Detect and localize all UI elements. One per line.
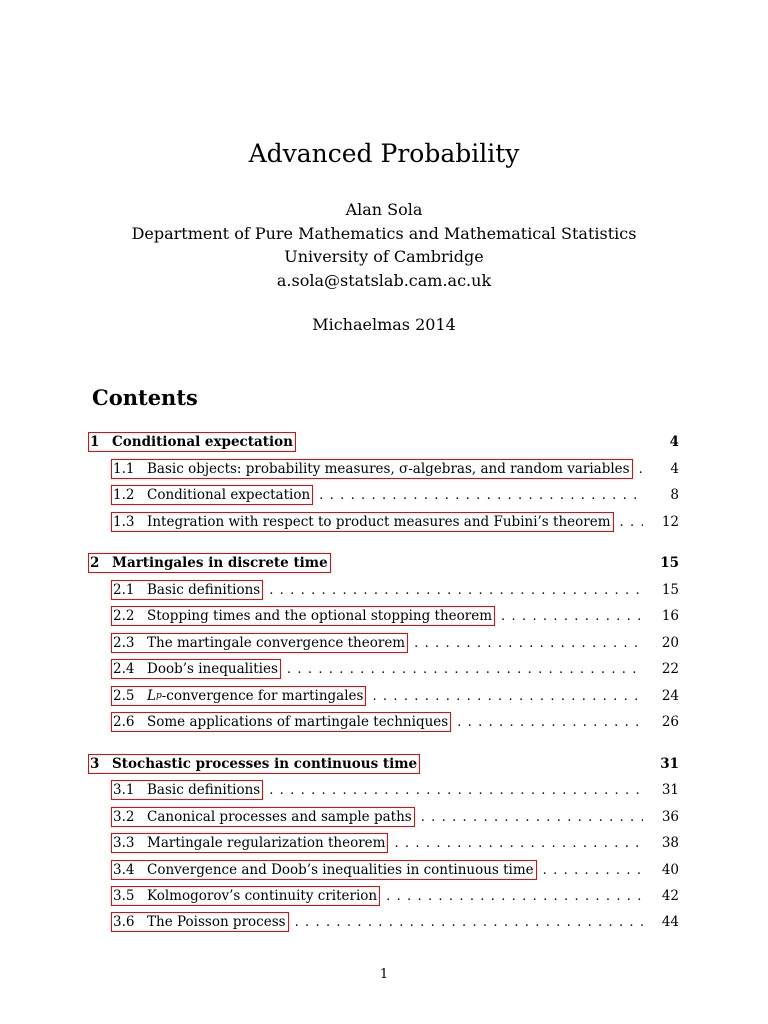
toc-page: 31 bbox=[660, 756, 679, 772]
document-date: Michaelmas 2014 bbox=[312, 315, 456, 334]
toc-leader bbox=[543, 863, 643, 878]
toc-leader bbox=[386, 889, 643, 904]
toc-page: 15 bbox=[660, 555, 679, 571]
author-department: Department of Pure Mathematics and Mathematical Statistics bbox=[131, 223, 637, 243]
toc-page: 44 bbox=[661, 914, 679, 930]
toc-leader bbox=[639, 462, 643, 477]
author-email: a.sola@statslab.cam.ac.uk bbox=[276, 270, 492, 290]
author-university: University of Cambridge bbox=[284, 247, 484, 266]
toc-section-2[interactable] bbox=[92, 552, 679, 574]
toc-link[interactable]: 2 Martingales in discrete time bbox=[88, 553, 331, 573]
toc-subsection-1-1[interactable] bbox=[115, 458, 679, 480]
toc-leader bbox=[295, 915, 643, 930]
toc-subsection-3-4[interactable] bbox=[115, 859, 679, 881]
toc-subsection-2-2[interactable] bbox=[115, 605, 679, 627]
toc-leader bbox=[501, 609, 643, 624]
author-block bbox=[0, 198, 768, 292]
toc-page: 15 bbox=[661, 582, 679, 598]
toc-leader bbox=[414, 636, 643, 651]
toc-subsection-3-1[interactable] bbox=[115, 779, 679, 801]
toc-subsection-3-3[interactable] bbox=[115, 832, 679, 854]
toc-leader bbox=[319, 488, 643, 503]
toc-page: 8 bbox=[670, 487, 679, 503]
toc-subsection-3-6[interactable] bbox=[115, 911, 679, 933]
toc-link[interactable]: 2.2 Stopping times and the optional stopping theorem bbox=[111, 606, 495, 626]
toc-leader bbox=[269, 783, 643, 798]
page-number: 1 bbox=[379, 967, 389, 982]
toc-subsection-2-1[interactable] bbox=[115, 579, 679, 601]
toc-page: 36 bbox=[661, 809, 679, 825]
toc-link[interactable]: 3 Stochastic processes in continuous time bbox=[88, 754, 420, 774]
toc-page: 40 bbox=[661, 862, 679, 878]
toc-leader bbox=[421, 810, 643, 825]
toc-link[interactable]: 3.6 The Poisson process bbox=[111, 912, 289, 932]
toc-link[interactable]: 3.3 Martingale regularization theorem bbox=[111, 833, 388, 853]
toc-subsection-2-6[interactable] bbox=[115, 711, 679, 733]
toc-leader bbox=[457, 715, 643, 730]
toc-page: 42 bbox=[661, 888, 679, 904]
toc-link[interactable]: 2.6 Some applications of martingale techniques bbox=[111, 712, 451, 732]
toc-leader bbox=[269, 583, 643, 598]
toc-link[interactable]: 3.4 Convergence and Doob’s inequalities in continuous time bbox=[111, 860, 537, 880]
toc-page: 4 bbox=[669, 434, 679, 450]
toc-link[interactable]: 3.5 Kolmogorov’s continuity criterion bbox=[111, 886, 380, 906]
toc-subsection-2-5[interactable] bbox=[115, 685, 679, 707]
toc-subsection-1-2[interactable] bbox=[115, 484, 679, 506]
toc-page: 22 bbox=[661, 661, 679, 677]
toc-page: 38 bbox=[661, 835, 679, 851]
toc-leader bbox=[620, 515, 643, 530]
toc-leader bbox=[287, 662, 643, 677]
toc-link[interactable]: 1.3 Integration with respect to product measures and Fubini’s theorem bbox=[111, 512, 614, 532]
toc-link[interactable]: 2.3 The martingale convergence theorem bbox=[111, 633, 408, 653]
author-name: Alan Sola bbox=[345, 200, 423, 219]
contents-heading: Contents bbox=[92, 385, 198, 410]
toc-link[interactable]: 1 Conditional expectation bbox=[88, 432, 296, 452]
toc-leader bbox=[372, 689, 643, 704]
toc-link[interactable]: 2.1 Basic definitions bbox=[111, 580, 263, 600]
toc-page: 26 bbox=[661, 714, 679, 730]
toc-section-1[interactable] bbox=[92, 431, 679, 453]
toc-link[interactable]: 2.5 L p -convergence for martingales bbox=[111, 686, 366, 706]
toc-page: 31 bbox=[661, 782, 679, 798]
document-title: Advanced Probability bbox=[248, 139, 520, 168]
toc-page: 12 bbox=[661, 514, 679, 530]
toc-subsection-3-2[interactable] bbox=[115, 806, 679, 828]
toc-subsection-2-4[interactable] bbox=[115, 658, 679, 680]
toc-leader bbox=[394, 836, 643, 851]
toc-link[interactable]: 3.2 Canonical processes and sample paths bbox=[111, 807, 415, 827]
toc-link[interactable]: 2.4 Doob’s inequalities bbox=[111, 659, 281, 679]
toc-subsection-1-3[interactable] bbox=[115, 511, 679, 533]
toc-page: 24 bbox=[661, 688, 679, 704]
toc-page: 16 bbox=[661, 608, 679, 624]
toc-page: 4 bbox=[670, 461, 679, 477]
toc-page: 20 bbox=[661, 635, 679, 651]
toc-subsection-2-3[interactable] bbox=[115, 632, 679, 654]
toc-section-3[interactable] bbox=[92, 753, 679, 775]
toc-link[interactable]: 1.2 Conditional expectation bbox=[111, 485, 313, 505]
toc-link[interactable]: 1.1 Basic objects: probability measures, σ-algebras, and random variables bbox=[111, 459, 633, 479]
toc-subsection-3-5[interactable] bbox=[115, 885, 679, 907]
toc-link[interactable]: 3.1 Basic definitions bbox=[111, 780, 263, 800]
